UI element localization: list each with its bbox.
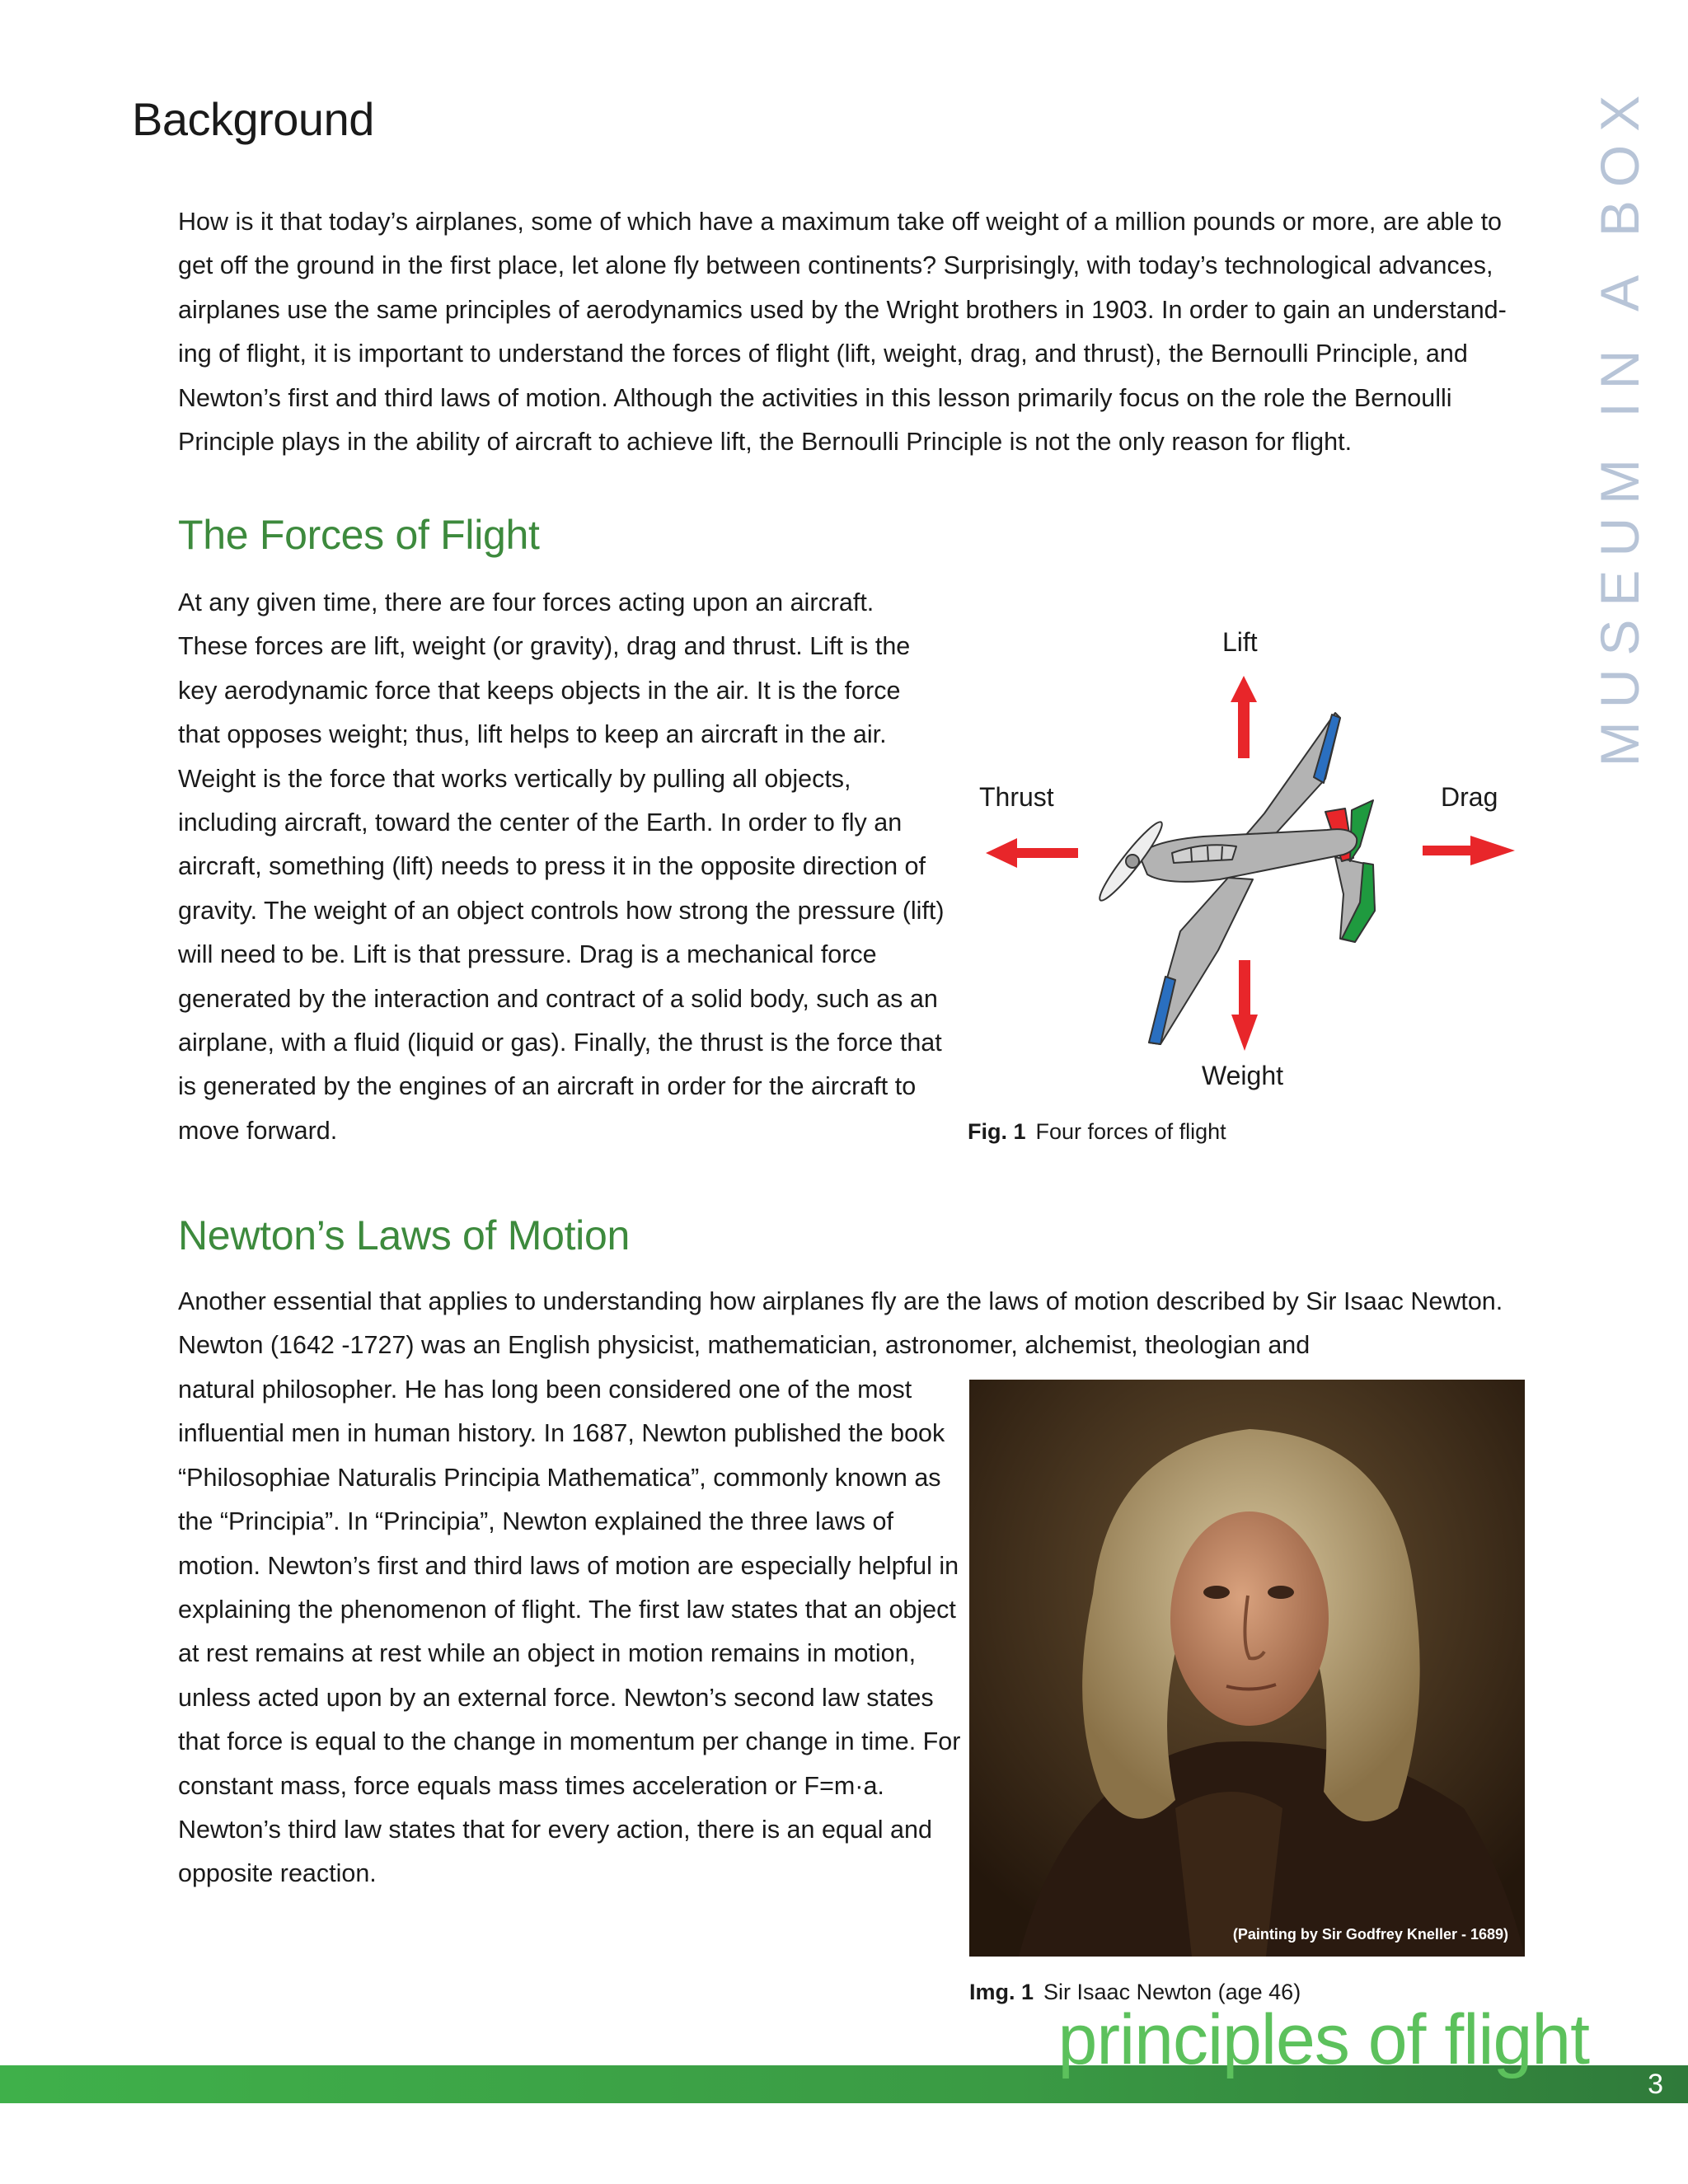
figure-caption-label: Fig. 1 — [968, 1119, 1026, 1144]
lift-arrow — [1231, 676, 1257, 758]
page-heading: Background — [132, 93, 374, 145]
portrait-credit: (Painting by Sir Godfrey Kneller - 1689) — [1232, 1926, 1508, 1943]
page-number: 3 — [1648, 2069, 1663, 2100]
airplane-icon — [1094, 713, 1375, 1044]
forces-paragraph: At any given time, there are four forces acting upon an aircraft. These forces are lift, weight (or gravity), drag and thrust. Lift is the key aerodynamic force that keeps objects in the air. It is the force that opposes weight; thus, lift helps to keep an aircraft in the air. Weight is the force that works vertically by pulling all objects, including aircraft, toward the center of the Earth. In order to fly an aircraft, something (lift) needs to press it in the opposite direction of gravity. The weight of an object controls how strong the pressure (lift) will need to be. Lift is that pressure. Drag is a mechanical force generated by the interaction and contract of a solid body, such as an airplane, with a fluid (liquid or gas). Finally, the thrust is the force that is generated by the engines of an aircraft in order for the aircraft to move forward. — [178, 588, 945, 1145]
forces-section-title: The Forces of Flight — [178, 512, 540, 558]
thrust-label: Thrust — [979, 782, 1054, 812]
side-label — [1570, 82, 1669, 767]
intro-paragraph: How is it that today’s airplanes, some of which have a maximum take off weight of a million pounds or more, are able to get off the ground in the first place, let alone fly between continents? Surprisingly, with today’s technological advances, airplanes use the same principles of aerodynamics used by the Wright brothers in 1903. In order to gain an understand-ing of flight, it is important to understand the forces of flight (lift, weight, drag, and thrust), the Bernoulli Principle, and Newton’s first and third laws of motion. Although the activities in this lesson primarily focus on the role the Bernoulli Principle plays in the ability of aircraft to achieve lift, the Bernoulli Principle is not the only reason for flight. — [178, 208, 1507, 457]
newton-portrait-image — [969, 1380, 1525, 1957]
weight-arrow — [1231, 960, 1258, 1051]
footer-title: principles of flight — [1057, 2000, 1589, 2079]
image-caption-label: Img. 1 — [969, 1980, 1034, 2004]
side-label-text: MUSEUM IN A BOX — [1589, 82, 1650, 767]
newton-laws-paragraph: natural philosopher. He has long been considered one of the most influential men in human history. In 1687, Newton published the book “Philosophiae Naturalis Principia Mathematica”, commonly known as the “Principia”. In “Principia”, Newton explained the three laws of motion. Newton’s first and third laws of motion are especially helpful in explaining the phenomenon of flight. The first law states that an object at rest remains at rest while an object in motion remains in motion, unless acted upon by an external force. Newton’s second law states that force is equal to the change in momentum per change in time. For constant mass, force equals mass times acceleration or F=m·a. Newton’s third law states that for every action, there is an equal and opposite reaction. — [178, 1376, 961, 1888]
airplane-diagram — [956, 614, 1533, 1108]
image-caption-text: Sir Isaac Newton (age 46) — [1043, 1980, 1301, 2004]
newton-intro-paragraph: Another essential that applies to understanding how airplanes fly are the laws of motion described by Sir Isaac Newton. Newton (1642 -1727) was an English physicist, mathematician, astronomer, alchemist, theologian and — [178, 1287, 1503, 1360]
thrust-arrow — [986, 838, 1078, 868]
drag-label: Drag — [1441, 782, 1498, 812]
newton-section-title: Newton’s Laws of Motion — [178, 1212, 631, 1258]
lift-label: Lift — [1222, 627, 1258, 657]
drag-arrow — [1423, 836, 1515, 865]
newton-portrait — [969, 1380, 1525, 1957]
forces-figure — [956, 614, 1533, 1108]
figure-caption — [968, 1119, 1226, 1145]
weight-label: Weight — [1202, 1061, 1284, 1090]
figure-caption-text: Four forces of flight — [1035, 1119, 1226, 1144]
